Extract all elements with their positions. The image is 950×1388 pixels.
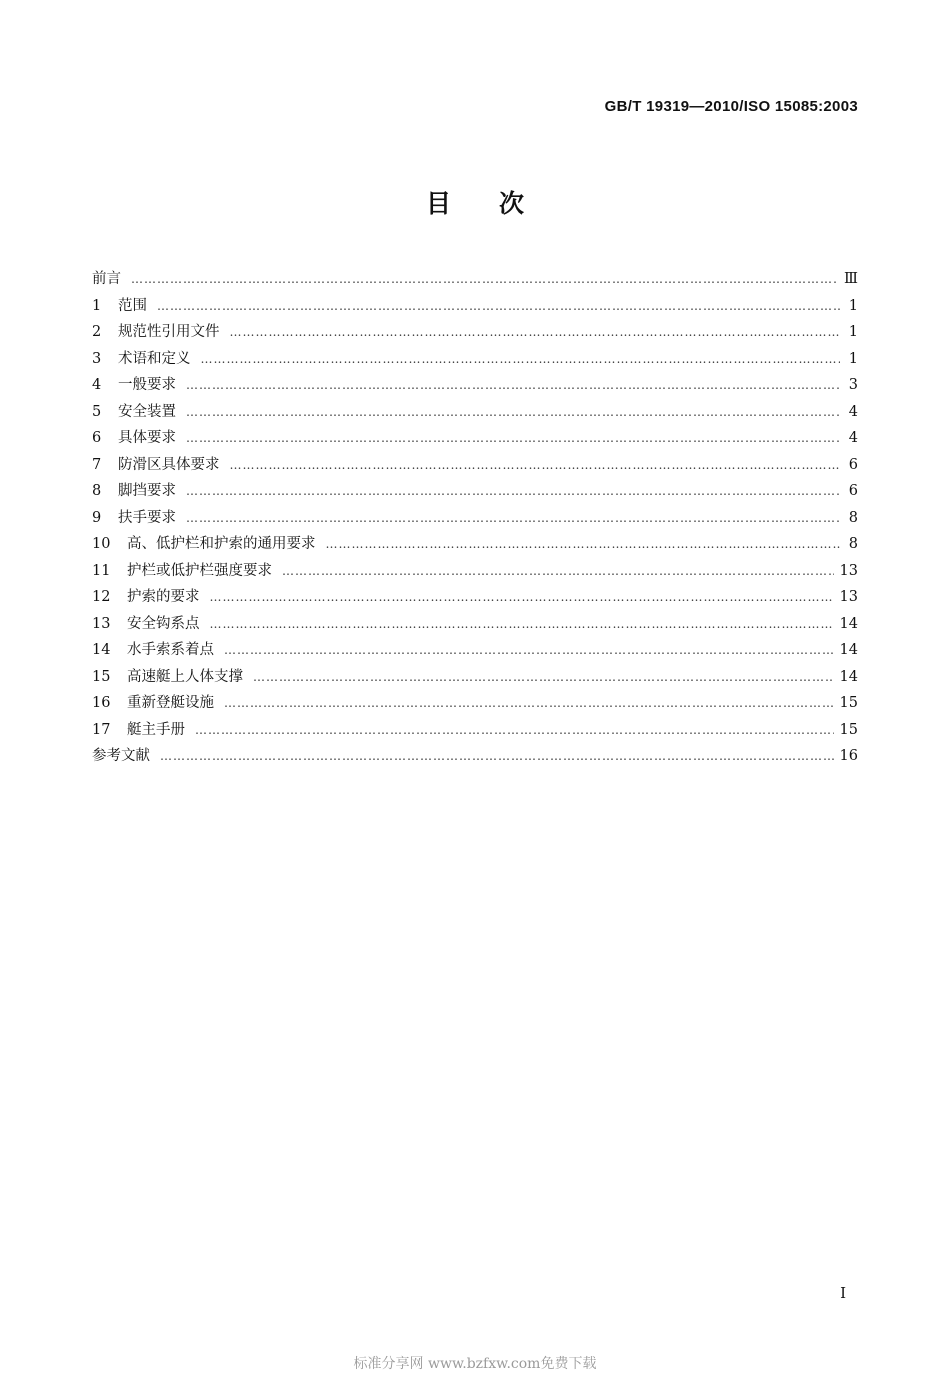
- leader-dots: [326, 531, 841, 558]
- toc-label: 护栏或低护栏强度要求: [127, 562, 272, 579]
- toc-number: 3: [92, 350, 102, 367]
- toc-page: 6: [848, 483, 858, 499]
- toc-number: 10: [92, 536, 111, 552]
- toc-number: 9: [92, 509, 102, 526]
- toc-entry[interactable]: [92, 531, 858, 558]
- toc-page: 1: [848, 350, 858, 367]
- standard-code: GB/T 19319—2010/ISO 15085:2003: [604, 98, 858, 115]
- toc-label: 范围: [118, 297, 147, 314]
- toc-number: 1: [92, 297, 102, 314]
- toc-page: 4: [848, 430, 858, 446]
- toc-page: 1: [848, 324, 858, 340]
- leader-dots: [210, 611, 834, 638]
- toc-entry[interactable]: [92, 372, 858, 399]
- leader-dots: [210, 584, 834, 611]
- toc-entry[interactable]: [92, 717, 858, 744]
- leader-dots: [157, 293, 840, 320]
- toc-page: 13: [839, 589, 858, 605]
- leader-dots: [224, 690, 834, 717]
- toc-page: 6: [848, 456, 858, 473]
- toc-number: 7: [92, 456, 102, 473]
- leader-dots: [253, 664, 834, 691]
- toc-entry[interactable]: [92, 611, 858, 638]
- leader-dots: [186, 478, 840, 505]
- toc-page: 16: [839, 748, 858, 764]
- leader-dots: [160, 743, 834, 770]
- toc-entry[interactable]: [92, 637, 858, 664]
- toc-number: 14: [92, 642, 111, 658]
- toc-label: 艇主手册: [127, 721, 185, 738]
- toc-label: 术语和定义: [118, 350, 191, 367]
- toc-entry[interactable]: [92, 690, 858, 717]
- leader-dots: [201, 346, 841, 373]
- toc-entry-bibliography[interactable]: [92, 743, 858, 770]
- toc-label: 安全装置: [118, 403, 176, 420]
- leader-dots: [131, 266, 838, 293]
- leader-dots: [186, 399, 840, 426]
- toc-page: 14: [839, 668, 858, 685]
- toc-entry[interactable]: [92, 478, 858, 505]
- toc-label: 重新登艇设施: [127, 695, 214, 711]
- toc-page: Ⅲ: [844, 271, 858, 287]
- toc-page: 8: [848, 536, 858, 552]
- leader-dots: [282, 558, 834, 585]
- toc-entry[interactable]: [92, 425, 858, 452]
- toc-entry[interactable]: [92, 664, 858, 691]
- toc-page: 4: [848, 403, 858, 420]
- toc-label: 安全钩系点: [127, 615, 200, 632]
- toc-number: 4: [92, 377, 102, 393]
- toc-page: 14: [839, 642, 858, 658]
- toc-page: 15: [839, 721, 858, 738]
- table-of-contents: [92, 266, 858, 770]
- leader-dots: [186, 372, 840, 399]
- toc-label: 护索的要求: [127, 589, 200, 605]
- toc-entry[interactable]: [92, 319, 858, 346]
- toc-label: 脚挡要求: [118, 483, 176, 499]
- leader-dots: [230, 319, 841, 346]
- toc-number: 6: [92, 430, 102, 446]
- page-number: I: [840, 1284, 846, 1302]
- leader-dots: [195, 717, 834, 744]
- toc-label: 防滑区具体要求: [118, 456, 220, 473]
- toc-entry[interactable]: [92, 293, 858, 320]
- toc-entry[interactable]: [92, 505, 858, 532]
- toc-page: 3: [848, 377, 858, 393]
- toc-page: 15: [839, 695, 858, 711]
- toc-number: 13: [92, 615, 111, 632]
- toc-number: 2: [92, 324, 102, 340]
- page-title: 目次: [425, 189, 572, 218]
- toc-page: 1: [848, 297, 858, 314]
- watermark: 标准分享网 www.bzfxw.com免费下载: [353, 1356, 597, 1372]
- toc-page: 14: [839, 615, 858, 632]
- toc-label: 参考文献: [92, 748, 150, 764]
- leader-dots: [230, 452, 841, 479]
- toc-number: 17: [92, 721, 111, 738]
- toc-number: 16: [92, 695, 111, 711]
- toc-label: 水手索系着点: [127, 642, 214, 658]
- leader-dots: [186, 505, 840, 532]
- toc-page: 8: [848, 509, 858, 526]
- toc-number: 15: [92, 668, 111, 685]
- toc-page: 13: [839, 562, 858, 579]
- toc-number: 5: [92, 403, 102, 420]
- toc-number: 11: [92, 562, 111, 579]
- toc-number: 12: [92, 589, 111, 605]
- toc-entry[interactable]: [92, 399, 858, 426]
- toc-number: 8: [92, 483, 102, 499]
- toc-entry[interactable]: [92, 584, 858, 611]
- leader-dots: [186, 425, 840, 452]
- toc-label: 规范性引用文件: [118, 324, 220, 340]
- toc-label: 具体要求: [118, 430, 176, 446]
- toc-entry[interactable]: [92, 452, 858, 479]
- toc-label: 高、低护栏和护索的通用要求: [127, 536, 316, 552]
- toc-label: 前言: [92, 271, 121, 287]
- leader-dots: [224, 637, 834, 664]
- toc-entry-preface[interactable]: [92, 266, 858, 293]
- toc-label: 扶手要求: [118, 509, 176, 526]
- toc-label: 一般要求: [118, 377, 176, 393]
- toc-entry[interactable]: [92, 558, 858, 585]
- toc-entry[interactable]: [92, 346, 858, 373]
- toc-label: 高速艇上人体支撑: [127, 668, 243, 685]
